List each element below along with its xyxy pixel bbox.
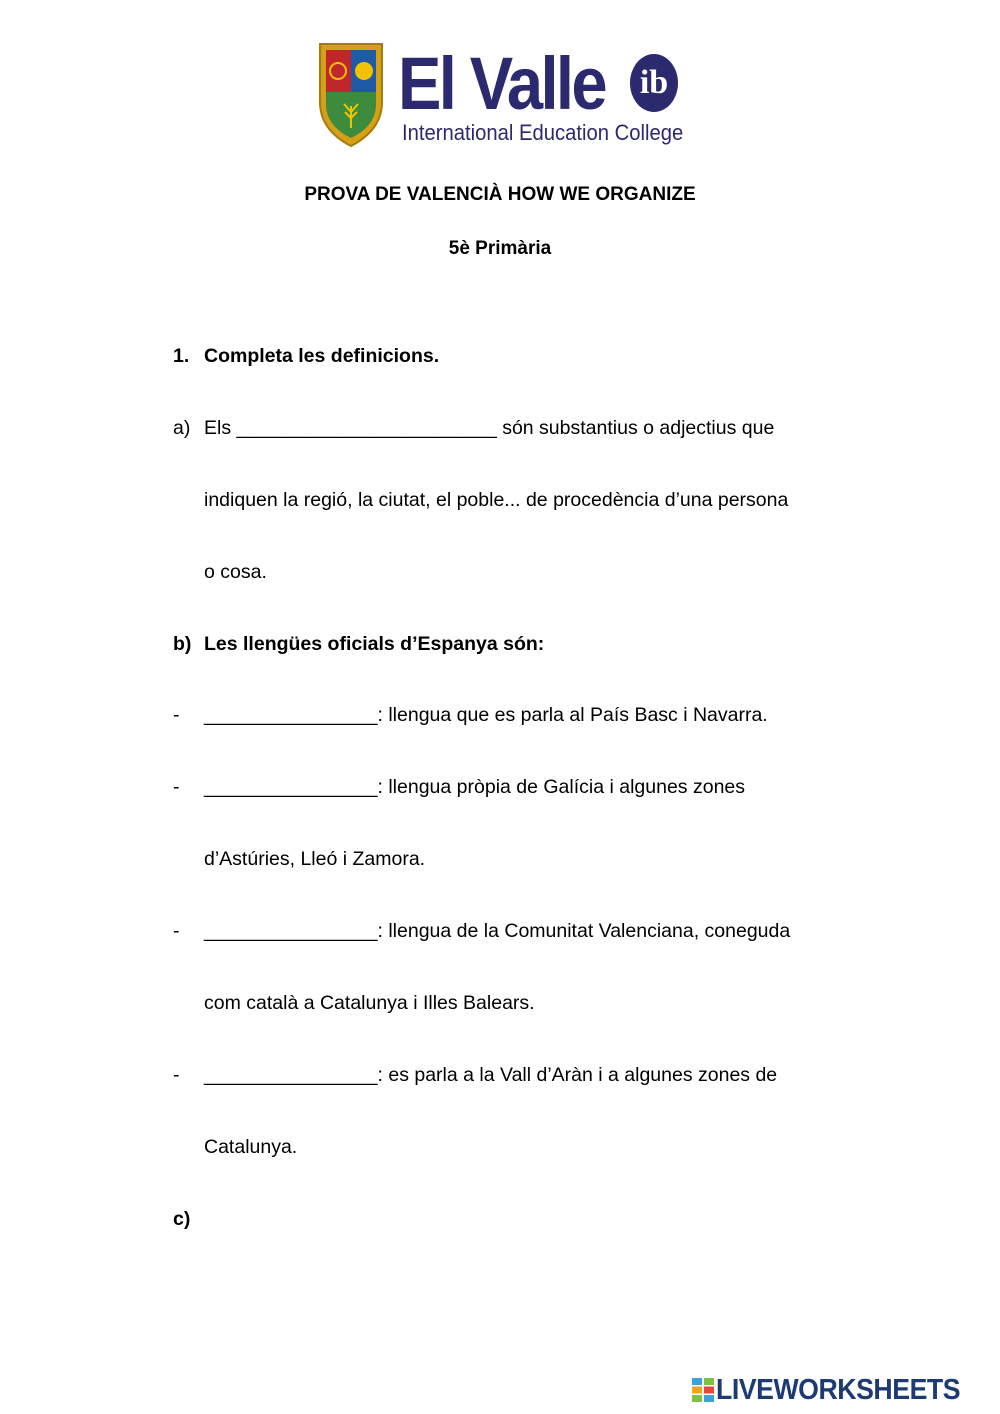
item-a-marker: a): [173, 417, 191, 439]
item-b-heading: Les llengües oficials d’Espanya són:: [204, 633, 545, 655]
list-dash: -: [173, 776, 180, 798]
page-title: PROVA DE VALENCIÀ HOW WE ORGANIZE: [304, 184, 696, 205]
page-subtitle: 5è Primària: [448, 238, 552, 259]
brand-subtitle: International Education College: [402, 120, 684, 145]
item-a-text-2: indiquen la regió, la ciutat, el poble... de procedència d’una persona: [204, 489, 789, 511]
list-item-text: ________________: llengua de la Comunitat Valenciana, coneguda: [204, 920, 791, 942]
list-item-text: ________________: llengua que es parla al País Basc i Navarra.: [204, 704, 768, 726]
liveworksheets-logo-icon: [692, 1378, 714, 1402]
list-item-text: ________________: es parla a la Vall d’Aràn i a algunes zones de: [204, 1064, 778, 1086]
list-item-text: com català a Catalunya i Illes Balears.: [204, 992, 535, 1014]
item-c-marker: c): [173, 1208, 191, 1230]
list-dash: -: [173, 920, 180, 942]
list-dash: -: [173, 704, 180, 726]
list-dash: -: [173, 1064, 180, 1086]
brand-name: El Valle: [398, 42, 605, 125]
item-b-marker: b): [173, 633, 192, 655]
liveworksheets-wordmark: LIVEWORKSHEETS: [716, 1374, 961, 1406]
liveworksheets-watermark[interactable]: [692, 1374, 992, 1406]
list-item-text: Catalunya.: [204, 1136, 298, 1158]
item-a-text-1: Els ________________________ són substantius o adjectius que: [204, 417, 775, 439]
question-1-heading: Completa les definicions.: [204, 345, 440, 367]
school-logo: [318, 40, 688, 152]
school-shield-icon: [318, 40, 384, 148]
item-a-text-3: o cosa.: [204, 561, 267, 583]
question-1-number: 1.: [173, 345, 190, 367]
ib-badge: ib: [630, 54, 678, 112]
list-item-text: ________________: llengua pròpia de Galícia i algunes zones: [204, 776, 746, 798]
list-item-text: d’Astúries, Lleó i Zamora.: [204, 848, 426, 870]
